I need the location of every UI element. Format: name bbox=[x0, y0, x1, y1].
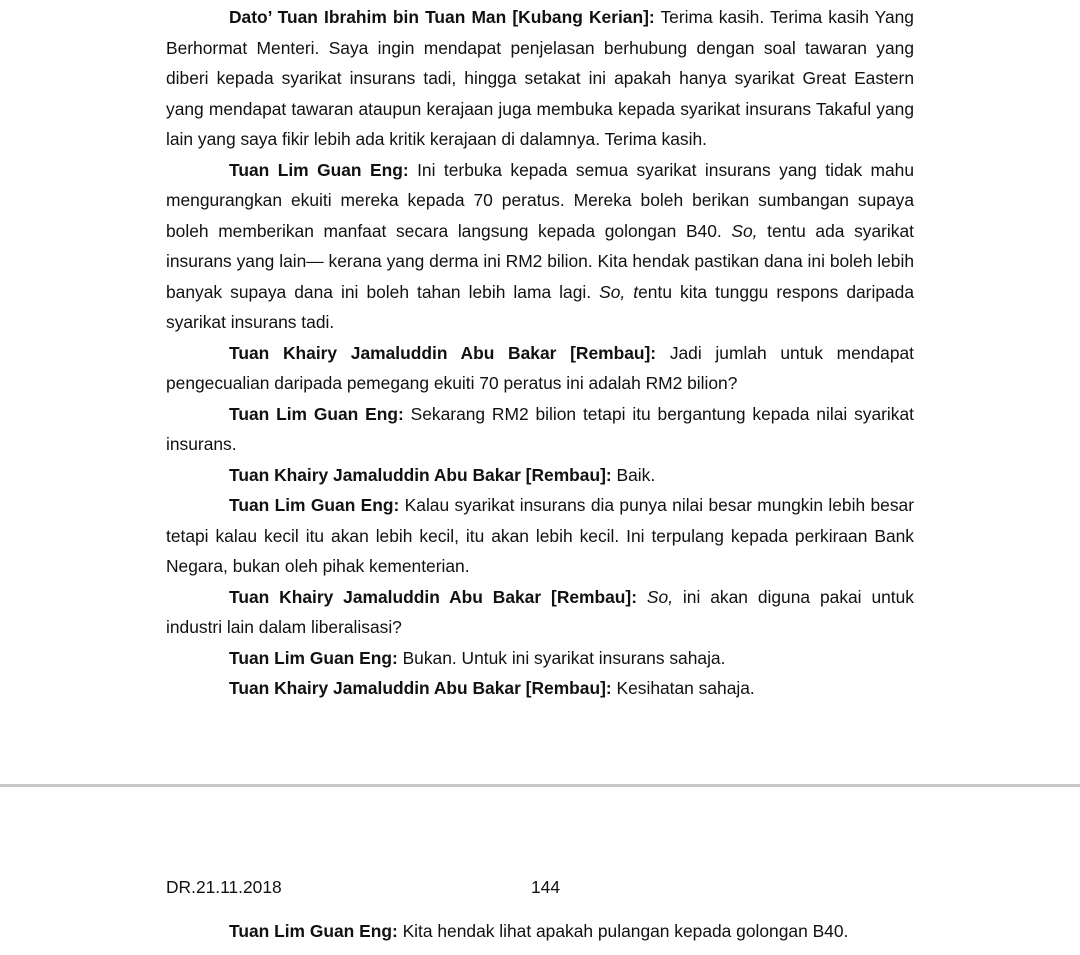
speech-text: tentu ada syarikat insurans yang lain— kerana yang derma ini RM2 bilion. Kita hendak pastikan dana ini boleh lebih banyak supaya dana ini boleh tahan lebih lama lagi. bbox=[166, 220, 914, 302]
speech-text: Terima kasih. Terima kasih Yang Berhormat Menteri. Saya ingin mendapat penjelasan berhubung dengan soal tawaran yang diberi kepada syarikat insurans tadi, hingga setakat ini apakah hanya syarikat Great Eastern yang mendapat tawaran ataupun kerajaan juga membuka kepada syarikat insurans Takaful yang lain yang saya fikir lebih ada kritik kerajaan di dalamnya. Terima kasih. bbox=[166, 7, 914, 149]
transcript-paragraph bbox=[166, 673, 914, 704]
transcript-paragraph bbox=[166, 582, 914, 643]
speech-text: Jadi jumlah untuk mendapat pengecualian daripada pemegang ekuiti 70 peratus ini adalah RM2 bilion? bbox=[166, 342, 914, 393]
transcript-paragraph bbox=[166, 460, 914, 491]
speech-text: Kita hendak lihat apakah pulangan kepada golongan B40. bbox=[397, 921, 849, 941]
transcript-paragraph bbox=[166, 399, 914, 460]
session-reference: DR.21.11.2018 bbox=[166, 877, 282, 897]
speech-text: Baik. bbox=[611, 464, 656, 485]
speaker-name: Tuan Lim Guan Eng: bbox=[229, 647, 398, 668]
speaker-name: Tuan Lim Guan Eng: bbox=[229, 921, 398, 941]
speech-text: Kesihatan sahaja. bbox=[611, 678, 755, 698]
transcript-paragraph bbox=[166, 490, 914, 582]
speech-italic-text: So, t bbox=[599, 281, 639, 302]
speech-text: Ini terbuka kepada semua syarikat insurans yang tidak mahu mengurangkan ekuiti mereka kepada 70 peratus. Mereka boleh berikan sumbangan supaya boleh memberikan manfaat secara langsung kepada golongan B40. bbox=[166, 159, 914, 241]
speech-text: entu kita tunggu respons daripada syarikat insurans tadi. bbox=[166, 281, 915, 332]
transcript-paragraph bbox=[166, 2, 914, 155]
speaker-name: Tuan Lim Guan Eng: bbox=[229, 159, 409, 180]
speech-italic-text: So, bbox=[731, 220, 758, 241]
speaker-name: Tuan Khairy Jamaluddin Abu Bakar [Rembau]: bbox=[229, 342, 657, 363]
speech-text: Kalau syarikat insurans dia punya nilai besar mungkin lebih besar tetapi kalau kecil itu akan lebih kecil, itu akan lebih kecil. Ini terpulang kepada perkiraan Bank Negara, bukan oleh pihak kementerian. bbox=[166, 495, 914, 576]
page-number: 144 bbox=[531, 877, 561, 897]
speaker-name: Dato’ Tuan Ibrahim bin Tuan Man [Kubang Kerian]: bbox=[229, 7, 655, 27]
page-divider bbox=[0, 784, 1080, 787]
speech-text: ini akan diguna pakai untuk industri lain dalam liberalisasi? bbox=[166, 586, 914, 637]
speaker-name: Tuan Lim Guan Eng: bbox=[229, 403, 404, 424]
speech-text: Bukan. Untuk ini syarikat insurans sahaja. bbox=[397, 647, 726, 668]
speaker-name: Tuan Lim Guan Eng: bbox=[229, 495, 400, 515]
transcript-paragraph bbox=[166, 916, 914, 947]
transcript-paragraph bbox=[166, 155, 914, 338]
speech-italic-text: So, bbox=[646, 586, 674, 607]
next-page-body bbox=[166, 916, 914, 947]
transcript-body bbox=[166, 2, 914, 704]
speech-text: Sekarang RM2 bilion tetapi itu bergantung kepada nilai syarikat insurans. bbox=[166, 403, 914, 454]
speaker-name: Tuan Khairy Jamaluddin Abu Bakar [Rembau]: bbox=[229, 678, 612, 698]
transcript-paragraph bbox=[166, 643, 914, 674]
speaker-name: Tuan Khairy Jamaluddin Abu Bakar [Rembau]: bbox=[229, 586, 638, 607]
speaker-name: Tuan Khairy Jamaluddin Abu Bakar [Rembau]: bbox=[229, 464, 612, 485]
transcript-paragraph bbox=[166, 338, 914, 399]
